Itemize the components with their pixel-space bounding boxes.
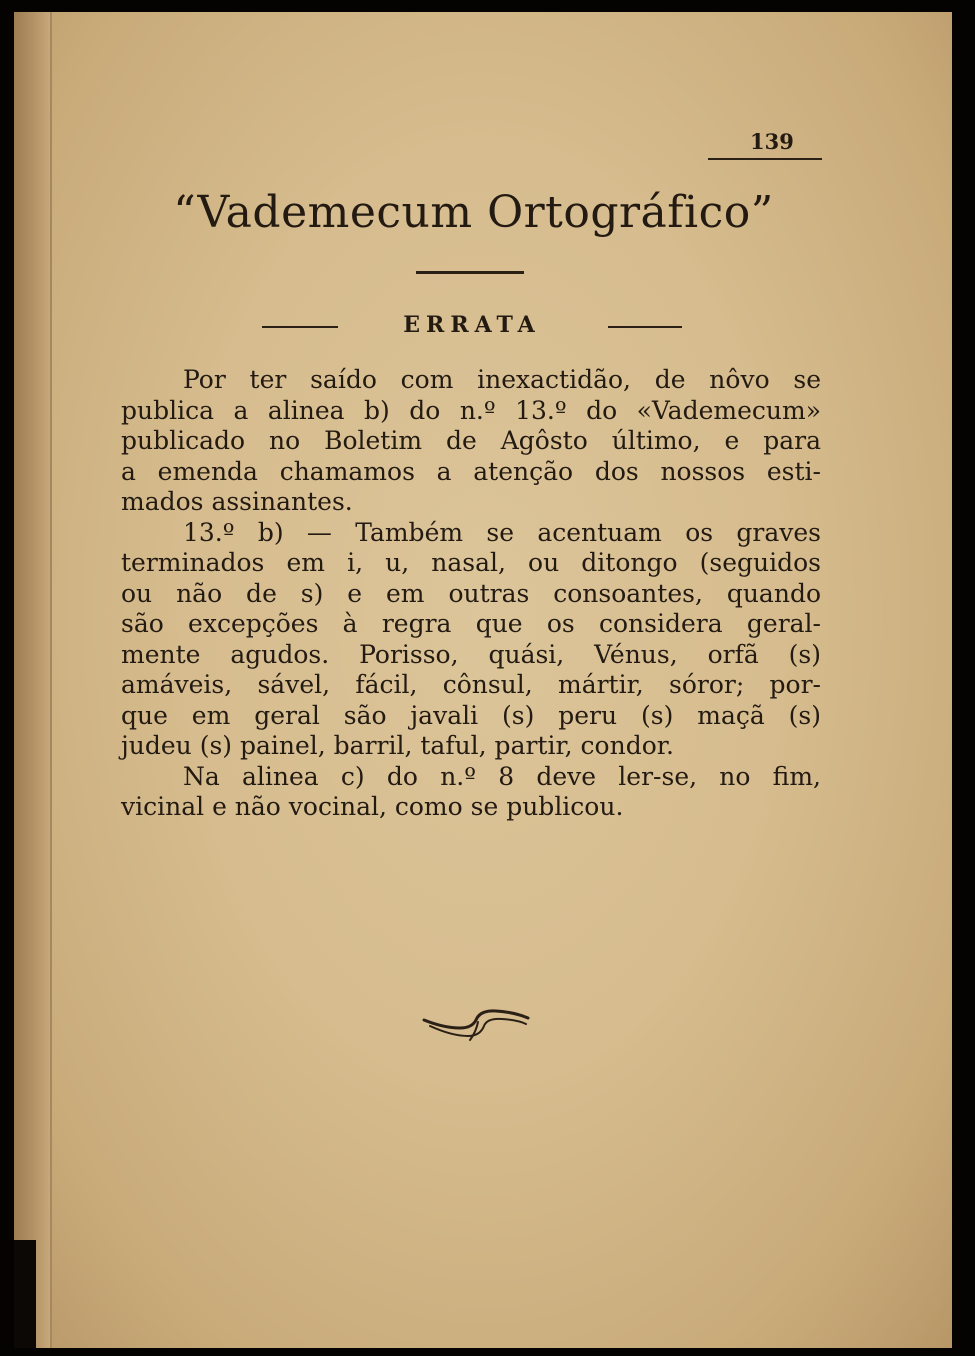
text-line: são excepções à regra que os considera geral- (121, 609, 821, 638)
page-number-rule (708, 158, 822, 160)
text-line: mados assinantes. (121, 487, 353, 516)
text-line: ou não de s) e em outras consoantes, quando (121, 578, 821, 608)
text-line: terminados em i, u, nasal, ou ditongo (seguidos (121, 548, 821, 577)
binding-shadow (14, 1240, 36, 1348)
paragraph-rule (121, 518, 821, 762)
body-text (121, 365, 821, 823)
text-line: vicinal e não vocinal, como se publicou. (121, 792, 624, 821)
text-line: judeu (s) painel, barril, taful, partir, condor. (121, 731, 674, 760)
text-line: Por ter saído com inexactidão, de nôvo se (183, 365, 821, 394)
text-line: publicado no Boletim de Agôsto último, e para (121, 426, 821, 455)
paragraph-intro (121, 365, 821, 518)
errata-heading-row (262, 312, 682, 342)
paragraph-correction (121, 762, 821, 823)
errata-dash-left (262, 326, 338, 328)
text-line: mente agudos. Porisso, quási, Vénus, orfã (s) (121, 639, 821, 669)
text-line: que em geral são javali (s) peru (s) maçã (s) (121, 700, 821, 730)
errata-heading: ERRATA (403, 312, 541, 338)
errata-dash-right (608, 326, 682, 328)
title-rule (416, 271, 524, 274)
page-number: 139 (750, 129, 794, 154)
page-title: “Vademecum Ortográfico” (173, 187, 774, 238)
tail-flourish-icon (410, 998, 540, 1048)
text-line: publica a alinea b) do n.º 13.º do «Vademecum» (121, 395, 821, 425)
text-line: a emenda chamamos a atenção dos nossos esti- (121, 456, 821, 486)
text-line: Na alinea c) do n.º 8 deve ler-se, no fim, (183, 761, 821, 791)
text-line: 13.º b) — Também se acentuam os graves (183, 517, 821, 547)
text-line: amáveis, sável, fácil, cônsul, mártir, sóror; por- (121, 670, 821, 699)
